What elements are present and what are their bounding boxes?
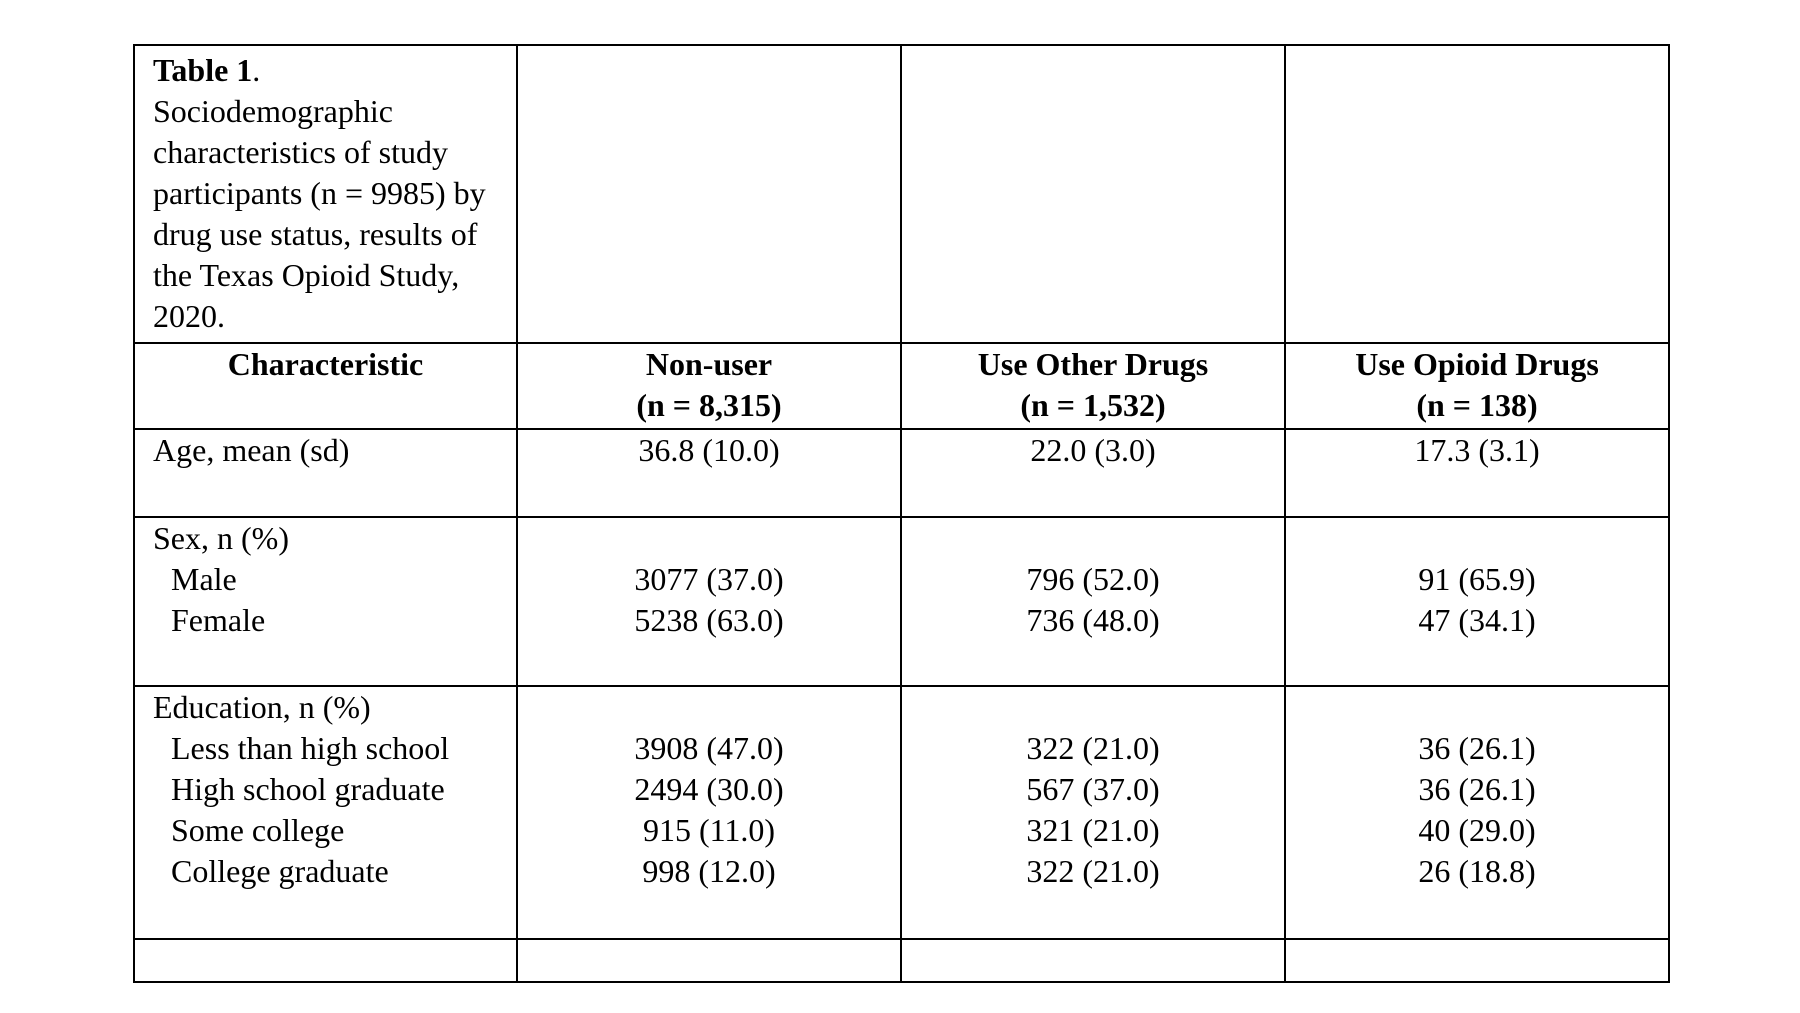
education-value: 40 (29.0) (1418, 812, 1536, 848)
sex-male-value: 91 (65.9) (1418, 561, 1536, 597)
column-n: (n = 8,315) (636, 387, 782, 423)
empty-title-cell (1285, 45, 1669, 343)
sex-label-cell (134, 517, 517, 686)
sex-value-cell (1285, 517, 1669, 686)
age-value-cell (901, 429, 1285, 517)
column-n: (n = 1,532) (1020, 387, 1166, 423)
empty-title-cell (517, 45, 901, 343)
table-title-label: Table 1 (153, 52, 253, 88)
education-label-cell (134, 686, 517, 939)
sex-value-cell (901, 517, 1285, 686)
education-value: 322 (21.0) (1026, 730, 1160, 766)
sex-row (134, 517, 1669, 686)
empty-title-cell (901, 45, 1285, 343)
header-row (134, 343, 1669, 429)
characteristics-table (133, 44, 1670, 983)
education-value-cell (517, 686, 901, 939)
blank-cell (517, 939, 901, 982)
age-row (134, 429, 1669, 517)
age-value: 22.0 (3.0) (1030, 432, 1156, 468)
column-name: Use Opioid Drugs (1355, 346, 1599, 382)
sex-male-label: Male (171, 561, 237, 597)
sex-female-value: 5238 (63.0) (634, 602, 784, 638)
sex-female-label: Female (171, 602, 266, 638)
sex-label: Sex, n (%) (153, 520, 289, 556)
education-level-label: College graduate (171, 853, 389, 889)
education-value: 3908 (47.0) (634, 730, 784, 766)
education-value-cell (1285, 686, 1669, 939)
table-title-cell: Table 1. Sociodemographic characteristics of study participants (n = 9985) by drug use status, results of the Texas Opioid Study, 2020. (134, 45, 517, 343)
column-name: Non-user (645, 346, 773, 382)
characteristic-header (134, 343, 517, 429)
age-value: 36.8 (10.0) (638, 432, 780, 468)
education-value: 322 (21.0) (1026, 853, 1160, 889)
sex-male-value: 796 (52.0) (1026, 561, 1160, 597)
education-value: 998 (12.0) (642, 853, 776, 889)
education-value: 567 (37.0) (1026, 771, 1160, 807)
education-row (134, 686, 1669, 939)
column-header-other-drugs (901, 343, 1285, 429)
sex-value-cell (517, 517, 901, 686)
sex-male-value: 3077 (37.0) (634, 561, 784, 597)
column-name: Use Other Drugs (977, 346, 1209, 382)
age-label: Age, mean (sd) (153, 432, 350, 468)
education-value: 36 (26.1) (1418, 771, 1536, 807)
characteristic-header-text: Characteristic (227, 346, 424, 382)
blank-cell (901, 939, 1285, 982)
education-level-label: Some college (171, 812, 345, 848)
table-title-text: Sociodemographic characteristics of study participants (n = 9985) by drug use status, results of the Texas Opioid Study, 2020. (153, 93, 486, 334)
column-n: (n = 138) (1416, 387, 1538, 423)
education-level-label: Less than high school (171, 730, 450, 766)
education-value: 915 (11.0) (642, 812, 776, 848)
education-value: 36 (26.1) (1418, 730, 1536, 766)
blank-cell (1285, 939, 1669, 982)
blank-cell (134, 939, 517, 982)
education-level-label: High school graduate (171, 771, 445, 807)
education-value: 321 (21.0) (1026, 812, 1160, 848)
education-value-cell (901, 686, 1285, 939)
column-header-opioid-drugs (1285, 343, 1669, 429)
age-value-cell (517, 429, 901, 517)
education-label: Education, n (%) (153, 689, 371, 725)
age-label-cell (134, 429, 517, 517)
education-value: 26 (18.8) (1418, 853, 1536, 889)
sex-female-value: 47 (34.1) (1418, 602, 1536, 638)
age-value-cell (1285, 429, 1669, 517)
title-row (134, 45, 1669, 343)
age-value: 17.3 (3.1) (1414, 432, 1540, 468)
sex-female-value: 736 (48.0) (1026, 602, 1160, 638)
blank-row (134, 939, 1669, 982)
education-value: 2494 (30.0) (634, 771, 784, 807)
column-header-non-user (517, 343, 901, 429)
